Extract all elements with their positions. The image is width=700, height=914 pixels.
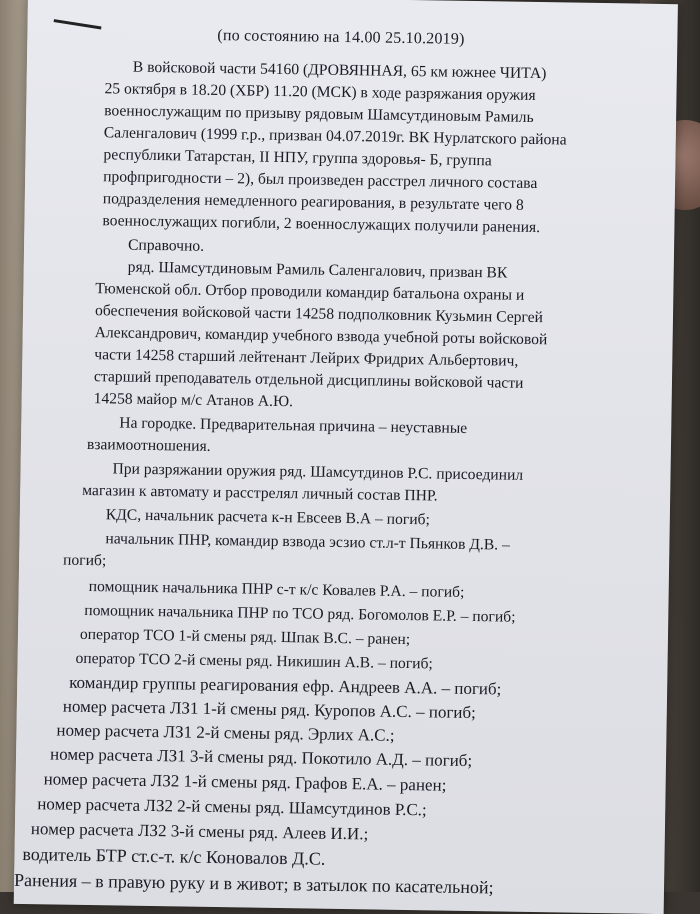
casualty-line: номер расчета ЛЗ1 1-й смены ряд. Куропов А.С. – погиб; [62,696,477,723]
paragraph-line: военнослужащих погибли, 2 военнослужащих получили ранения. [102,212,541,237]
paragraph-line: В войсковой части 54160 (ДРОВЯННАЯ, 65 км южнее ЧИТА) [132,58,547,83]
casualty-line: оператор ТСО 1-й смены ряд. Шпак В.С. – ранен; [79,625,411,649]
casualty-line: номер расчета ЛЗ2 2-й смены ряд. Шамсутдинов Р.С.; [37,794,427,820]
paragraph-line: Александрович, командир учебного взвода учебной роты войсковой [94,324,548,349]
paragraph-line: На городке. Предварительная причина – неуставные [119,414,468,437]
paragraph-line: части 14258 старший лейтенант Лейрих Фридрих Альбертович, [94,346,519,370]
casualty-line: КДС, начальник расчета к-н Евсеев В.А – погиб; [105,506,431,529]
casualty-line: помощник начальника ПНР с-т к/с Ковалев Р.А. – погиб; [88,578,465,601]
paragraph-line: ряд. Шамсутдиновым Рамиль Саленгалович, призван ВК [127,258,508,282]
paragraph-line: Тюменской обл. Отбор проводили командир батальона охраны и [95,280,525,304]
casualty-line: номер расчета ЛЗ2 1-й смены ряд. Графов Е.А. – ранен; [43,769,447,795]
paragraph-line: Саленгалович (1999 г.р., призван 04.07.2019г. ВК Нурлатского района [103,124,567,149]
paragraph-line: военнослужащим по призыву рядовым Шамсутдиновым Рамиль [104,102,534,126]
paragraph-line: подразделения немедленного реагирования, в результате чего 8 [102,190,524,214]
document-date: (по состоянию на 14.00 25.10.2019) [217,26,465,48]
paragraph-line: республики Татарстан, II НПУ, группа здоровья- Б, группа [103,146,492,170]
section-heading: Справочно. [127,236,205,255]
paragraph-line: При разряжании оружия ряд. Шамсутдинов Р.С. присоединил [112,460,524,484]
casualty-line: командир группы реагирования ефр. Андреев А.А. – погиб; [69,672,502,699]
casualty-line: погиб; [62,551,107,570]
paragraph-line: 25 октября в 18.20 (ХБР) 11.20 (МСК) в ходе разряжания оружия [104,80,536,104]
paragraph-line: взаимоотношения. [86,435,211,455]
injuries-line: Ранения – в правую руку и в живот; в затылок по касательной; [13,869,494,898]
paragraph-line: обеспечения войсковой части 14258 подполковник Кузьмин Сергей [94,302,544,327]
casualty-line: номер расчета ЛЗ1 2-й смены ряд. Эрлих А.С.; [56,720,395,745]
document-page [14,0,678,914]
paragraph-line: 14258 майор м/с Атанов А.Ю. [93,390,294,411]
handwritten-dash-mark [54,19,102,29]
casualty-line: номер расчета ЛЗ2 3-й смены ряд. Алеев И.И.; [30,819,369,844]
casualty-line: начальник ПНР, командир взвода эсзио ст.л-т Пьянков Д.В. – [105,530,510,554]
casualty-line: оператор ТСО 2-й смены ряд. Никишин А.В. – погиб; [75,649,433,673]
casualty-line: водитель БТР ст.с-т. к/с Коновалов Д.С. [22,844,326,869]
casualty-line: номер расчета ЛЗ1 3-й смены ряд. Покотило А.Д. – погиб; [49,744,473,771]
paragraph-line: магазин к автомату и расстрелял личный состав ПНР. [82,481,438,505]
paragraph-line: старший преподаватель отдельной дисциплины войсковой части [93,368,524,392]
paragraph-line: профпригодности – 2), был произведен расстрел личного состава [103,168,538,193]
casualty-line: помощник начальника ПНР по ТСО ряд. Богомолов Е.Р. – погиб; [84,601,516,626]
